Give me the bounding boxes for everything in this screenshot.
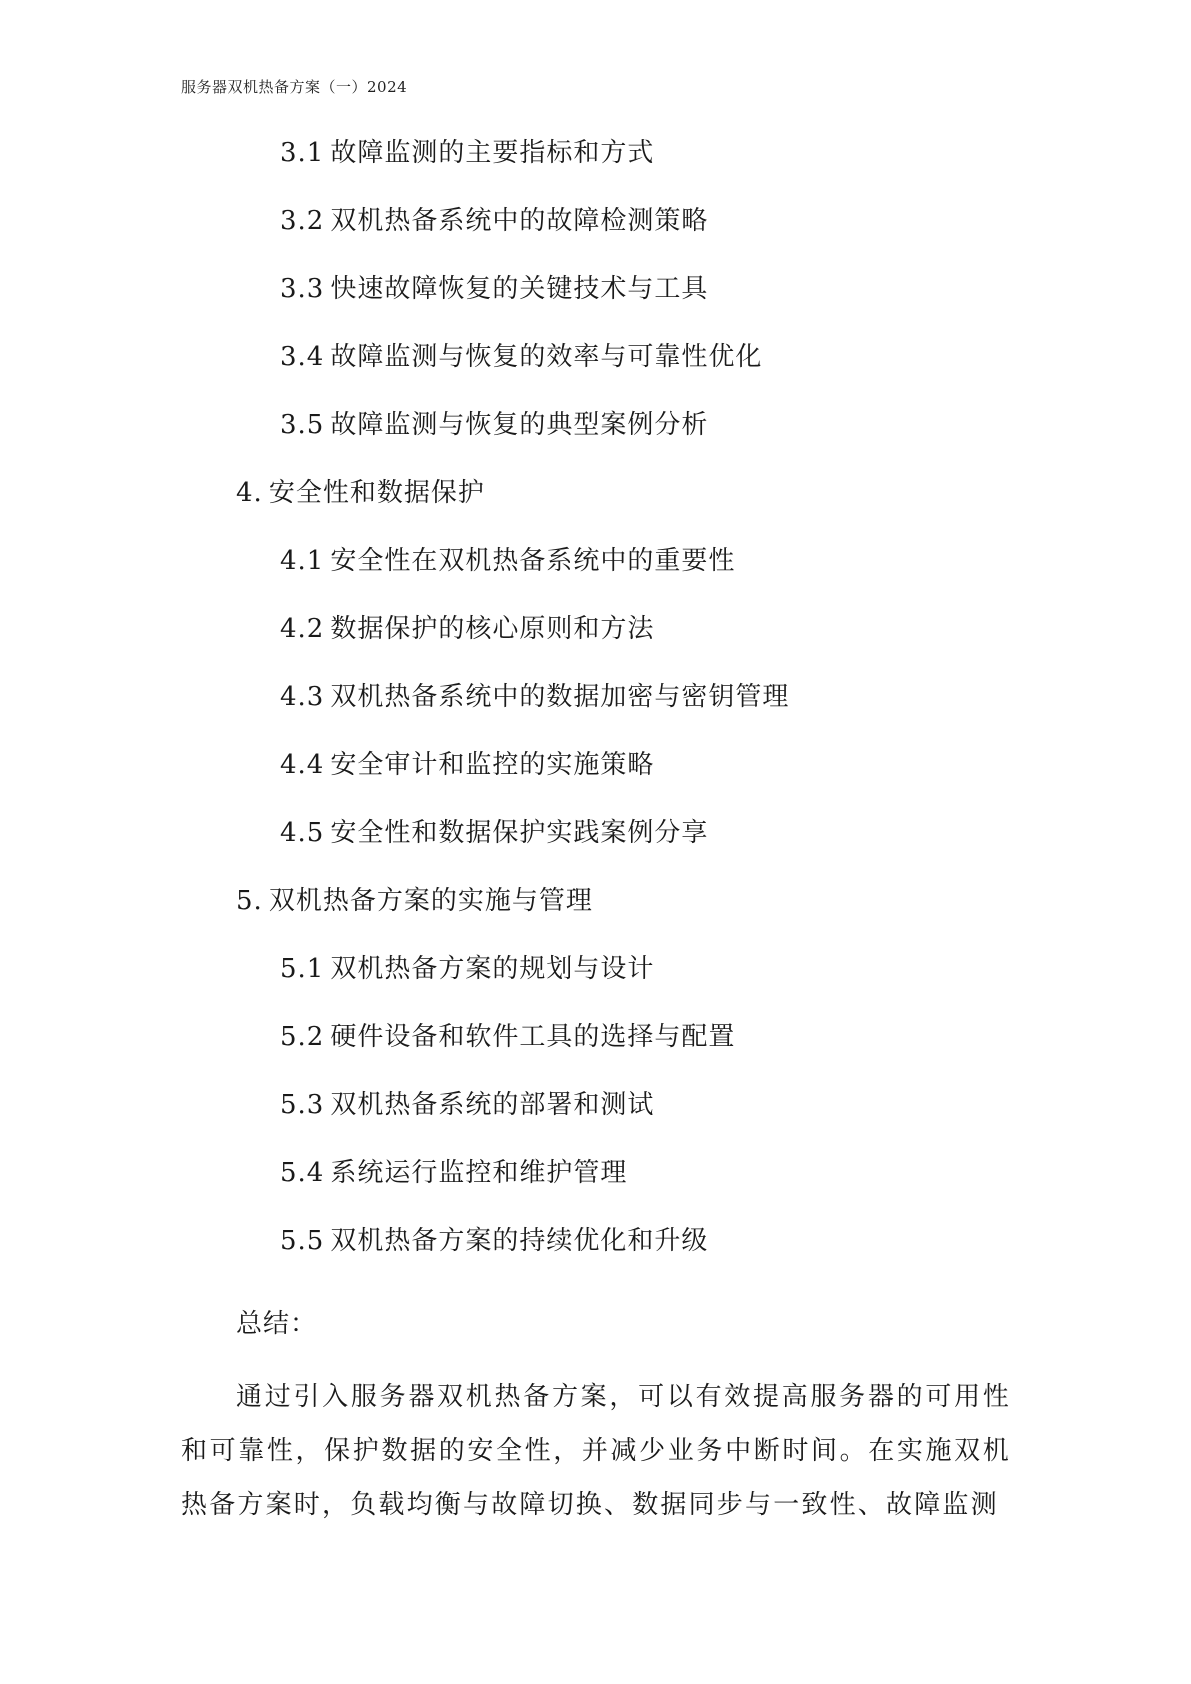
toc-text: 双机热备系统中的故障检测策略 [330,206,709,236]
toc-number: 4.3 [280,682,325,712]
toc-item-3-4 [280,342,762,372]
toc-text: 故障监测与恢复的效率与可靠性优化 [330,342,763,372]
page-header: 服务器双机热备方案（一）2024 [181,78,408,96]
toc-text: 数据保护的核心原则和方法 [330,614,655,644]
toc-text: 安全审计和监控的实施策略 [330,750,655,780]
toc-text: 故障监测与恢复的典型案例分析 [330,410,709,440]
toc-section-4 [236,478,485,508]
toc-number: 4.2 [280,614,325,644]
toc-item-3-3 [280,274,708,304]
toc-number: 3.4 [280,342,325,372]
summary-heading: 总结： [236,1309,318,1339]
toc-number: 4.5 [280,818,325,848]
toc-text: 双机热备方案的持续优化和升级 [330,1226,709,1256]
toc-item-5-4 [280,1158,627,1188]
toc-item-5-2 [280,1022,735,1052]
toc-number: 5.1 [280,954,325,984]
toc-item-4-2 [280,614,654,644]
toc-item-5-5 [280,1226,708,1256]
toc-number: 3.2 [280,206,325,236]
toc-item-4-5 [280,818,708,848]
toc-text: 故障监测的主要指标和方式 [330,138,655,168]
toc-item-3-2 [280,206,708,236]
toc-number: 3.5 [280,410,325,440]
toc-section-5 [236,886,593,916]
toc-number: 4.1 [280,546,325,576]
toc-item-3-5 [280,410,708,440]
toc-item-3-1 [280,138,654,168]
toc-number: 3.3 [280,274,325,304]
toc-item-4-3 [280,682,789,712]
toc-number: 4. [236,478,263,508]
toc-number: 5.2 [280,1022,325,1052]
toc-text: 硬件设备和软件工具的选择与配置 [330,1022,736,1052]
toc-number: 4.4 [280,750,325,780]
toc-text: 双机热备方案的实施与管理 [268,886,593,916]
toc-item-4-4 [280,750,654,780]
toc-number: 5. [236,886,263,916]
toc-number: 5.5 [280,1226,325,1256]
toc-text: 双机热备系统中的数据加密与密钥管理 [330,682,790,712]
toc-item-5-3 [280,1090,654,1120]
toc-number: 5.4 [280,1158,325,1188]
toc-item-5-1 [280,954,654,984]
toc-text: 安全性和数据保护 [268,478,485,508]
toc-text: 双机热备方案的规划与设计 [330,954,655,984]
summary-paragraph: 通过引入服务器双机热备方案，可以有效提高服务器的可用性和可靠性，保护数据的安全性，并减少业务中断时间。在实施双机热备方案时，负载均衡与故障切换、数据同步与一致性、故障监测 [181,1382,1011,1520]
toc-item-4-1 [280,546,735,576]
toc-text: 双机热备系统的部署和测试 [330,1090,655,1120]
toc-text: 快速故障恢复的关键技术与工具 [330,274,709,304]
toc-number: 5.3 [280,1090,325,1120]
toc-number: 3.1 [280,138,325,168]
toc-text: 系统运行监控和维护管理 [330,1158,628,1188]
toc-text: 安全性和数据保护实践案例分享 [330,818,709,848]
toc-text: 安全性在双机热备系统中的重要性 [330,546,736,576]
